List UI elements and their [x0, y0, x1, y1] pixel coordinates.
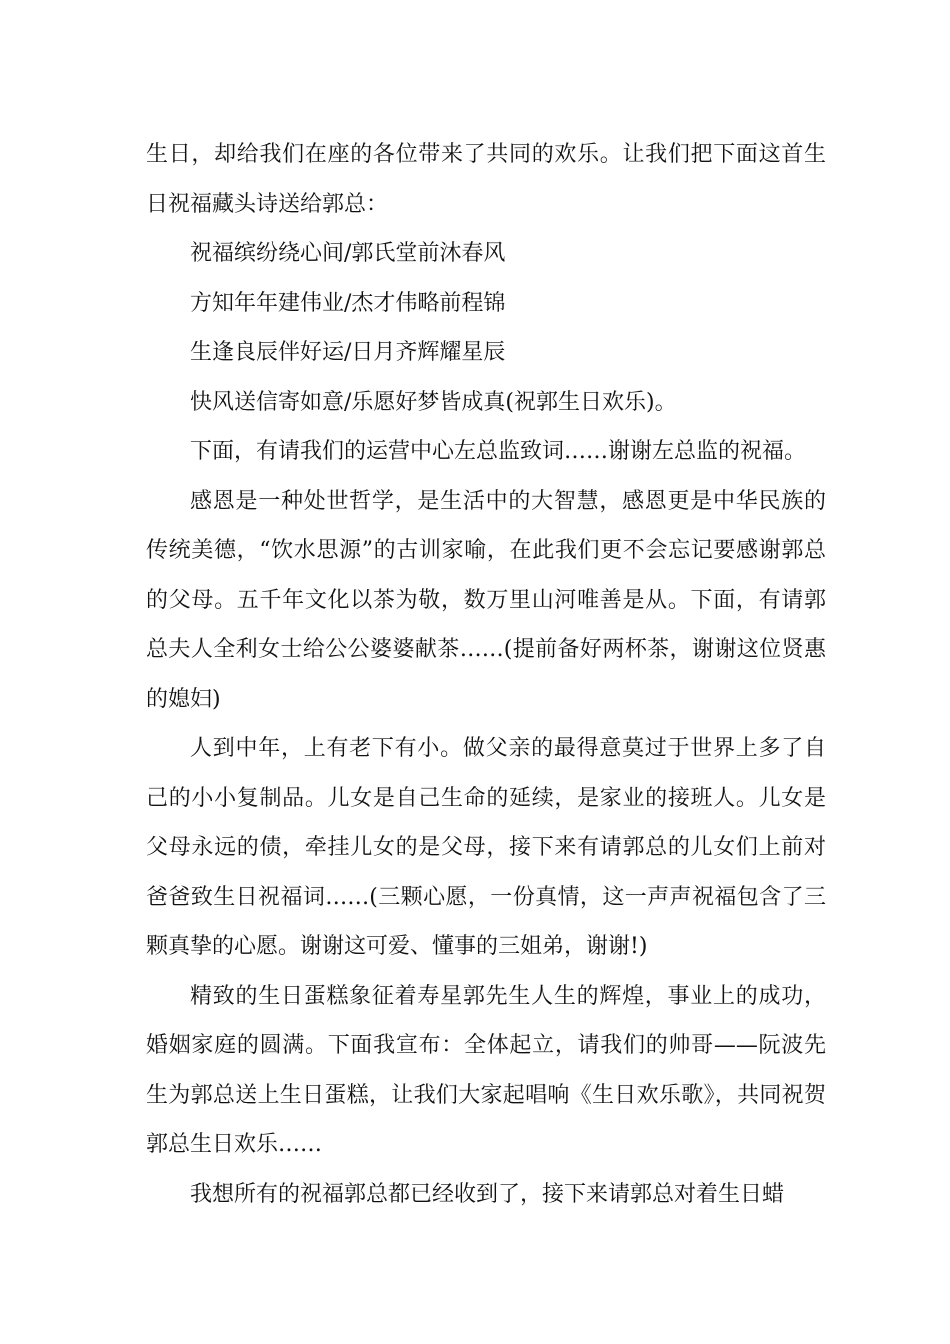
poem-line: 祝福缤纷绕心间/郭氏堂前沐春风 — [190, 241, 506, 266]
paragraph: 感恩是一种处世哲学，是生活中的大智慧，感恩更是中华民族的传统美德，“饮水思源”的古训家喻，在此我们更不会忘记要感谢郭总的父母。五千年文化以茶为敬，数万里山河唯善是从。下面，有请郭总夫人全利女士给公公婆婆献茶……(提前备好两杯茶，谢谢这位贤惠的媳妇) — [146, 488, 826, 712]
poem-line: 快风送信寄如意/乐愿好梦皆成真(祝郭生日欢乐)。 — [190, 389, 677, 415]
paragraph: 人到中年，上有老下有小。做父亲的最得意莫过于世界上多了自己的小小复制品。儿女是自己生命的延续，是家业的接班人。儿女是父母永远的债，牵挂儿女的是父母，接下来有请郭总的儿女们上前对爸爸致生日祝福词……(三颗心愿，一份真情，这一声声祝福包含了三颗真挚的心愿。谢谢这可爱、懂事的三姐弟，谢谢!) — [146, 736, 826, 959]
poem-line: 方知年年建伟业/杰才伟略前程锦 — [190, 290, 506, 316]
paragraph: 下面，有请我们的运营中心左总监致词……谢谢左总监的祝福。 — [190, 439, 807, 464]
document-body — [146, 130, 826, 1219]
paragraph: 我想所有的祝福郭总都已经收到了，接下来请郭总对着生日蜡 — [190, 1181, 785, 1207]
opening-paragraph: 生日，却给我们在座的各位带来了共同的欢乐。让我们把下面这首生日祝福藏头诗送给郭总： — [146, 142, 826, 217]
poem-line: 生逢良辰伴好运/日月齐辉耀星辰 — [190, 340, 506, 365]
paragraph: 精致的生日蛋糕象征着寿星郭先生人生的辉煌，事业上的成功，婚姻家庭的圆满。下面我宣布：全体起立，请我们的帅哥——阮波先生为郭总送上生日蛋糕，让我们大家起唱响《生日欢乐歌》，共同祝贺郭总生日欢乐…… — [146, 983, 826, 1157]
